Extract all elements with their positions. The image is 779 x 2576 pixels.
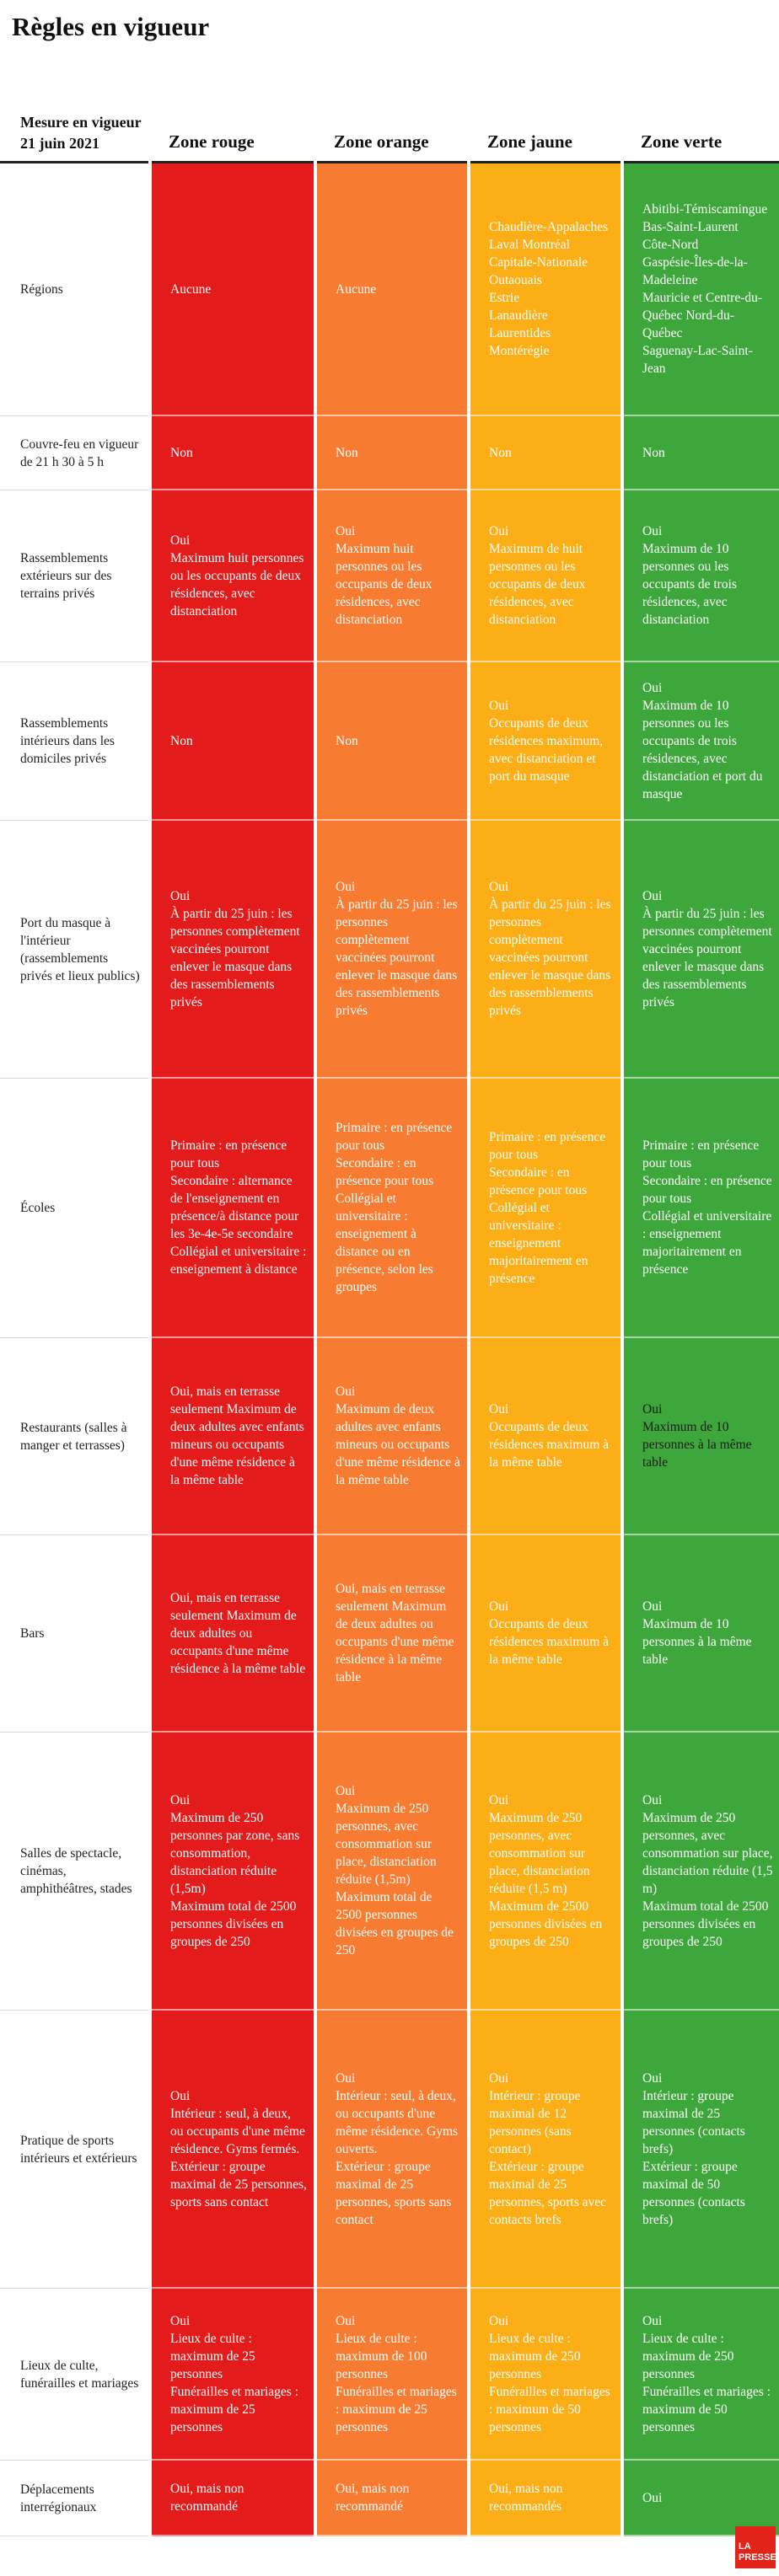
cell-zone-red: Oui, mais en terrasse seulement Maximum de deux adultes avec enfants mineurs ou occupants d'une même résidence à la même table <box>152 1338 314 1535</box>
row-label: Régions <box>0 163 148 416</box>
cell-zone-red: Oui, mais non recommandé <box>152 2461 314 2536</box>
cell-zone-orange: Non <box>317 416 467 490</box>
cell-zone-yellow: Oui Occupants de deux résidences maximum à la même table <box>470 1535 621 1733</box>
row-label: Salles de spectacle, cinémas, amphithéâtres, stades <box>0 1733 148 2011</box>
cell-zone-yellow: Oui Maximum de huit personnes ou les occupants de deux résidences, avec distanciation <box>470 490 621 662</box>
cell-zone-yellow: Primaire : en présence pour tous Secondaire : en présence pour tous Collégial et universitaire : enseignement majoritairement en présence <box>470 1079 621 1338</box>
logo-line2: PRESSE <box>739 2552 776 2563</box>
cell-zone-yellow: Oui Maximum de 250 personnes, avec consommation sur place, distanciation réduite (1,5 m) Maximum de 2500 personnes divisées en groupes de 250 <box>470 1733 621 2011</box>
header-measure: Mesure en vigueur 21 juin 2021 <box>0 78 148 163</box>
cell-zone-orange: Oui À partir du 25 juin : les personnes complètement vaccinées pourront enlever le masque dans des rassemblements privés <box>317 821 467 1079</box>
cell-zone-yellow: Oui Lieux de culte : maximum de 250 personnes Funérailles et mariages : maximum de 50 personnes <box>470 2289 621 2461</box>
row-label: Couvre-feu en vigueur de 21 h 30 à 5 h <box>0 416 148 490</box>
cell-zone-red: Oui Maximum huit personnes ou les occupants de deux résidences, avec distanciation <box>152 490 314 662</box>
cell-zone-red: Non <box>152 662 314 821</box>
cell-zone-green: Oui Maximum de 250 personnes, avec consommation sur place, distanciation réduite (1,5 m) Maximum total de 2500 personnes divisées en groupes de 250 <box>624 1733 779 2011</box>
cell-zone-green: Non <box>624 416 779 490</box>
logo-line1: LA <box>739 2541 751 2552</box>
cell-zone-green: Oui Maximum de 10 personnes à la même table <box>624 1338 779 1535</box>
cell-zone-green: Oui Maximum de 10 personnes ou les occupants de trois résidences, avec distanciation <box>624 490 779 662</box>
row-label: Port du masque à l'intérieur (rassemblements privés et lieux publics) <box>0 821 148 1079</box>
row-label: Restaurants (salles à manger et terrasses) <box>0 1338 148 1535</box>
cell-zone-orange: Primaire : en présence pour tous Secondaire : en présence pour tous Collégial et universitaire : enseignement à distance ou en présence, selon les groupes <box>317 1079 467 1338</box>
cell-zone-red: Non <box>152 416 314 490</box>
cell-zone-green: Oui Intérieur : groupe maximal de 25 personnes (contacts brefs) Extérieur : groupe maximal de 50 personnes (contacts brefs) <box>624 2011 779 2289</box>
cell-zone-green: Oui Lieux de culte : maximum de 250 personnes Funérailles et mariages : maximum de 50 personnes <box>624 2289 779 2461</box>
cell-zone-orange: Oui Intérieur : seul, à deux, ou occupants d'une même résidence. Gyms ouverts. Extérieur : groupe maximal de 25 personnes, sports sans contact <box>317 2011 467 2289</box>
cell-zone-orange: Oui Maximum de deux adultes avec enfants mineurs ou occupants d'une même résidence à la même table <box>317 1338 467 1535</box>
cell-zone-orange: Non <box>317 662 467 821</box>
cell-zone-red: Oui, mais en terrasse seulement Maximum de deux adultes ou occupants d'une même résidence à la même table <box>152 1535 314 1733</box>
page-title: Règles en vigueur <box>12 12 210 41</box>
header-zone-green: Zone verte <box>624 78 779 163</box>
cell-zone-red: Aucune <box>152 163 314 416</box>
cell-zone-yellow: Oui, mais non recommandés <box>470 2461 621 2536</box>
la-presse-logo <box>735 2526 776 2568</box>
cell-zone-orange: Oui, mais en terrasse seulement Maximum de deux adultes ou occupants d'une même résidence à la même table <box>317 1535 467 1733</box>
header-zone-yellow: Zone jaune <box>470 78 621 163</box>
row-label: Pratique de sports intérieurs et extérieurs <box>0 2011 148 2289</box>
cell-zone-yellow: Chaudière-Appalaches Laval Montréal Capitale-Nationale Outaouais Estrie Lanaudière Laurentides Montérégie <box>470 163 621 416</box>
rules-table <box>0 78 779 2536</box>
header-zone-orange: Zone orange <box>317 78 467 163</box>
row-label: Déplacements interrégionaux <box>0 2461 148 2536</box>
header-zone-red: Zone rouge <box>152 78 314 163</box>
cell-zone-green: Oui À partir du 25 juin : les personnes complètement vaccinées pourront enlever le masque dans des rassemblements privés <box>624 821 779 1079</box>
cell-zone-green: Abitibi-Témiscamingue Bas-Saint-Laurent Côte-Nord Gaspésie-Îles-de-la-Madeleine Mauricie et Centre-du-Québec Nord-du-Québec Saguenay-Lac-Saint-Jean <box>624 163 779 416</box>
cell-zone-orange: Oui Lieux de culte : maximum de 100 personnes Funérailles et mariages : maximum de 25 personnes <box>317 2289 467 2461</box>
cell-zone-green: Oui Maximum de 10 personnes ou les occupants de trois résidences, avec distanciation et port du masque <box>624 662 779 821</box>
cell-zone-orange: Aucune <box>317 163 467 416</box>
row-label: Bars <box>0 1535 148 1733</box>
row-label: Lieux de culte, funérailles et mariages <box>0 2289 148 2461</box>
cell-zone-green: Primaire : en présence pour tous Secondaire : en présence pour tous Collégial et universitaire : enseignement majoritairement en présence <box>624 1079 779 1338</box>
row-label: Écoles <box>0 1079 148 1338</box>
cell-zone-red: Oui Maximum de 250 personnes par zone, sans consommation, distanciation réduite (1,5m) Maximum total de 2500 personnes divisées en groupes de 250 <box>152 1733 314 2011</box>
cell-zone-yellow: Oui Occupants de deux résidences maximum, avec distanciation et port du masque <box>470 662 621 821</box>
cell-zone-red: Oui À partir du 25 juin : les personnes complètement vaccinées pourront enlever le masque dans des rassemblements privés <box>152 821 314 1079</box>
cell-zone-red: Primaire : en présence pour tous Secondaire : alternance de l'enseignement en présence/à distance pour les 3e-4e-5e secondaire Collégial et universitaire : enseignement à distance <box>152 1079 314 1338</box>
cell-zone-orange: Oui, mais non recommandé <box>317 2461 467 2536</box>
cell-zone-yellow: Oui À partir du 25 juin : les personnes complètement vaccinées pourront enlever le masque dans des rassemblements privés <box>470 821 621 1079</box>
cell-zone-green: Oui <box>624 2461 779 2536</box>
cell-zone-orange: Oui Maximum de 250 personnes, avec consommation sur place, distanciation réduite (1,5m) Maximum total de 2500 personnes divisées en groupes de 250 <box>317 1733 467 2011</box>
cell-zone-orange: Oui Maximum huit personnes ou les occupants de deux résidences, avec distanciation <box>317 490 467 662</box>
cell-zone-yellow: Oui Intérieur : groupe maximal de 12 personnes (sans contact) Extérieur : groupe maximal de 25 personnes, sports avec contacts brefs <box>470 2011 621 2289</box>
row-label: Rassemblements extérieurs sur des terrains privés <box>0 490 148 662</box>
cell-zone-green: Oui Maximum de 10 personnes à la même table <box>624 1535 779 1733</box>
cell-zone-red: Oui Lieux de culte : maximum de 25 personnes Funérailles et mariages : maximum de 25 personnes <box>152 2289 314 2461</box>
cell-zone-yellow: Non <box>470 416 621 490</box>
cell-zone-red: Oui Intérieur : seul, à deux, ou occupants d'une même résidence. Gyms fermés. Extérieur : groupe maximal de 25 personnes, sports sans contact <box>152 2011 314 2289</box>
row-label: Rassemblements intérieurs dans les domiciles privés <box>0 662 148 821</box>
cell-zone-yellow: Oui Occupants de deux résidences maximum à la même table <box>470 1338 621 1535</box>
